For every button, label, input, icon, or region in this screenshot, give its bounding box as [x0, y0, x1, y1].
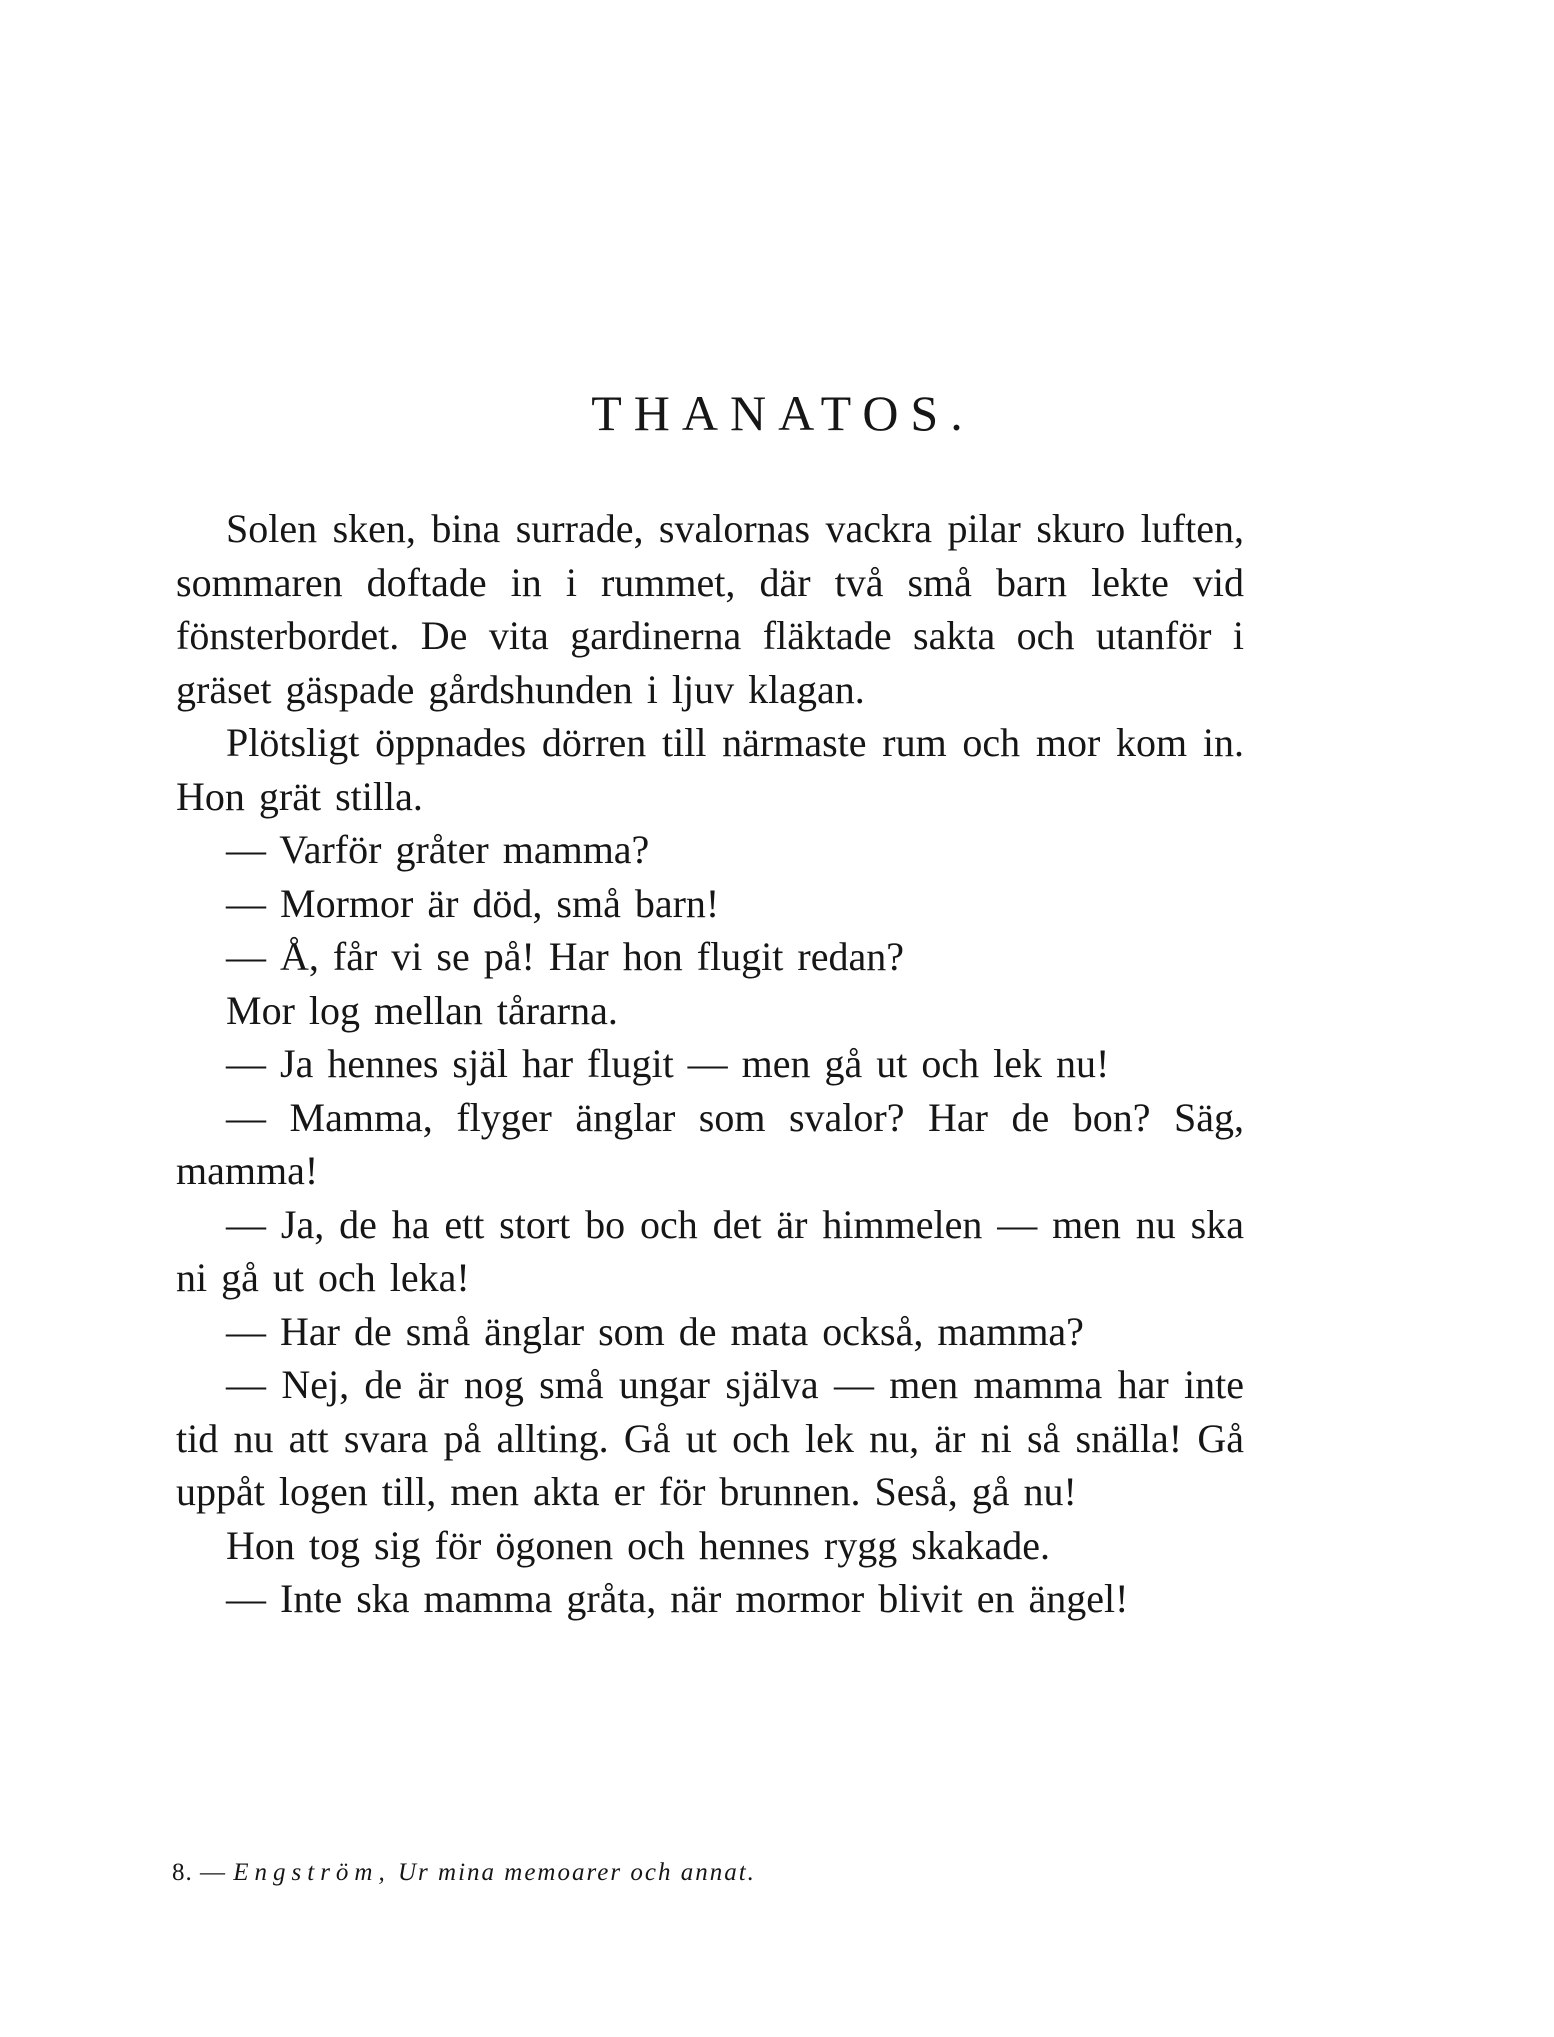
paragraph: Solen sken, bina surrade, svalornas vackra pilar skuro luften, sommaren doftade in i rummet, där två små barn lekte vid fönsterbordet. De vita gardinerna fläktade sakta och utanför i gräset gäspade gårdshunden i ljuv klagan. [176, 506, 1244, 712]
signature-mark: 8. — [172, 1859, 226, 1886]
footer-author: Engström, [233, 1859, 391, 1886]
paragraph: Mor log mellan tårarna. [226, 987, 618, 1033]
paragraph: — Har de små änglar som de mata också, mamma? [226, 1308, 1084, 1354]
paragraph: — Mamma, flyger änglar som svalor? Har de bon? Säg, mamma! [176, 1094, 1244, 1193]
paragraph: — Ja hennes själ har flugit — men gå ut och lek nu! [226, 1041, 1110, 1086]
paragraph: — Nej, de är nog små ungar själva — men mamma har inte tid nu att svara på allting. Gå ut och lek nu, är ni så snälla! Gå uppåt logen till, men akta er för brunnen. Seså, gå nu! [176, 1362, 1244, 1514]
paragraph: — Inte ska mamma gråta, när mormor blivit en ängel! [226, 1576, 1129, 1621]
paragraph: — Varför gråter mamma? [226, 827, 650, 872]
paragraph: Plötsligt öppnades dörren till närmaste rum och mor kom in. Hon grät stilla. [176, 720, 1244, 819]
chapter-title: THANATOS. [591, 385, 975, 441]
signature-footer [172, 1858, 756, 1888]
footer-work-title: Ur mina memoarer och annat. [397, 1859, 756, 1886]
chapter-body [176, 502, 1244, 1626]
paragraph: — Mormor är död, små barn! [226, 880, 720, 926]
paragraph: — Å, får vi se på! Har hon flugit redan? [226, 934, 904, 979]
paragraph: — Ja, de ha ett stort bo och det är himmelen — men nu ska ni gå ut och leka! [176, 1201, 1244, 1300]
paragraph: Hon tog sig för ögonen och hennes rygg skakade. [226, 1522, 1051, 1568]
